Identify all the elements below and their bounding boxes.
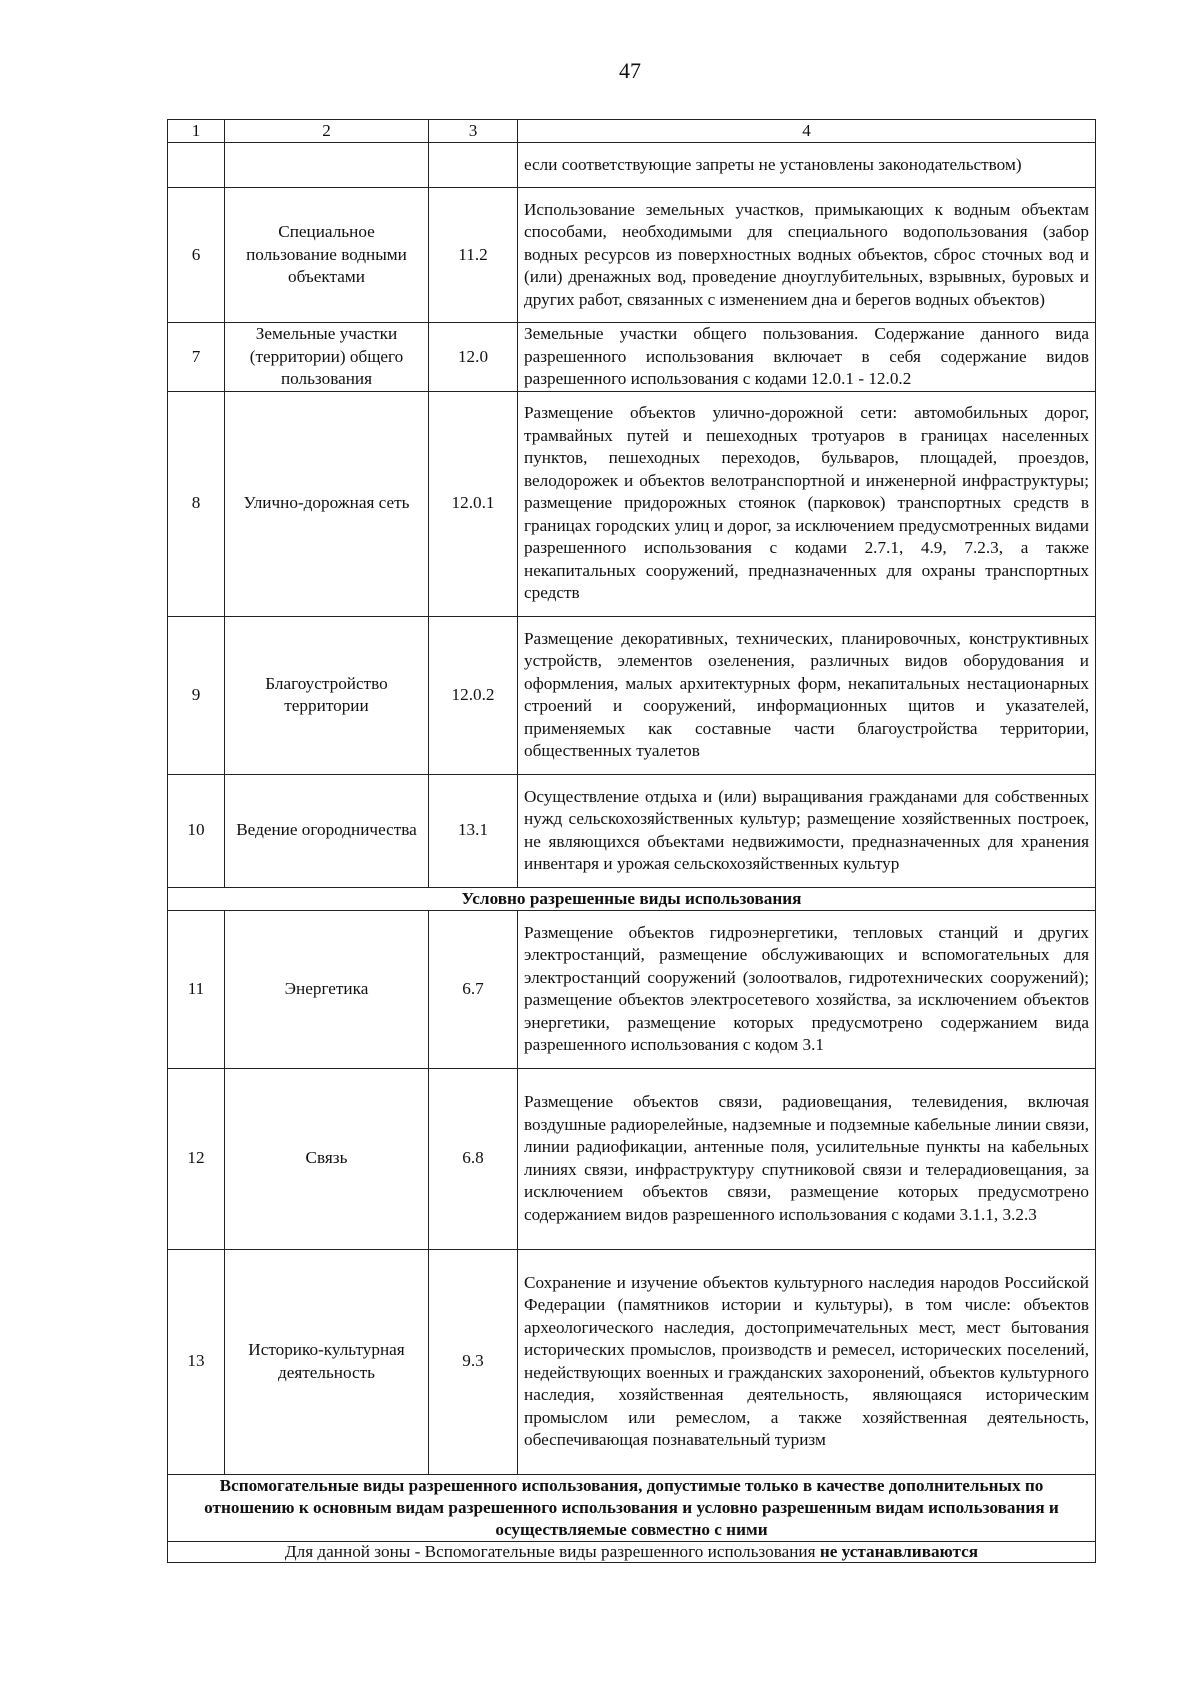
cell-desc: Размещение объектов улично-дорожной сети: автомобильных дорог, трамвайных путей и пешеходных тротуаров в границах населенных пунктов, пешеходных переходов, бульваров, площадей, проездов, велодорожек и объектов велотранспортной и инженерной инфраструктуры; размещение придорожных стоянок (парковок) транспортных средств в границах городских улиц и дорог, за исключением предусмотренных видами разрешенного использования с кодами 2.7.1, 4.9, 7.2.3, а также некапитальных сооружений, предназначенных для охраны транспортных средств xyxy=(518,391,1096,616)
table-row-11 xyxy=(168,910,1096,1068)
section-auxiliary-title: Вспомогательные виды разрешенного использования, допустимые только в качестве дополнительных по отношению к основным видам разрешенного использования и условно разрешенным видам использования и осуществляемые совместно с ними xyxy=(168,1474,1096,1541)
footer-note-bold: не устанавливаются xyxy=(819,1541,979,1561)
cell-code: 11.2 xyxy=(429,188,518,323)
cell-name: Благоустройство территории xyxy=(225,616,429,774)
footer-note-text: Для данной зоны - Вспомогательные виды разрешенного использования xyxy=(284,1541,820,1561)
cell-code: 12.0 xyxy=(429,323,518,392)
cell-code-empty xyxy=(429,143,518,188)
cell-desc: Размещение объектов связи, радиовещания, телевидения, включая воздушные радиорелейные, надземные и подземные кабельные линии связи, линии радиофикации, антенные поля, усилительные пункты на кабельных линиях связи, инфраструктуру спутниковой связи и телерадиовещания, за исключением объектов связи, размещение которых предусмотрено содержанием видов разрешенного использования с кодами 3.1.1, 3.2.3 xyxy=(518,1068,1096,1249)
column-header-3: 3 xyxy=(429,120,518,143)
cell-desc-continuation: если соответствующие запреты не установлены законодательством) xyxy=(518,143,1096,188)
cell-code: 12.0.1 xyxy=(429,391,518,616)
section-conditional-title: Условно разрешенные виды использования xyxy=(168,887,1096,910)
cell-num: 12 xyxy=(168,1068,225,1249)
cell-name: Улично-дорожная сеть xyxy=(225,391,429,616)
cell-name: Ведение огородничества xyxy=(225,774,429,887)
column-header-4: 4 xyxy=(518,120,1096,143)
cell-desc: Размещение объектов гидроэнергетики, тепловых станций и других электростанций, размещение обслуживающих и вспомогательных для электростанций сооружений (золоотвалов, гидротехнических сооружений); размещение объектов электросетевого хозяйства, за исключением объектов энергетики, размещение которых предусмотрено содержанием вида разрешенного использования с кодом 3.1 xyxy=(518,910,1096,1068)
cell-desc: Земельные участки общего пользования. Содержание данного вида разрешенного использования включает в себя содержание видов разрешенного использования с кодами 12.0.1 - 12.0.2 xyxy=(518,323,1096,392)
cell-num: 7 xyxy=(168,323,225,392)
cell-desc: Сохранение и изучение объектов культурного наследия народов Российской Федерации (памятников истории и культуры), в том числе: объектов археологического наследия, достопримечательных мест, мест бытования исторических промыслов, производств и ремесел, исторических поселений, недействующих военных и гражданских захоронений, объектов культурного наследия, хозяйственная деятельность, являющаяся историческим промыслом или ремеслом, а также хозяйственная деятельность, обеспечивающая познавательный туризм xyxy=(518,1249,1096,1474)
land-use-table xyxy=(167,119,1096,1563)
cell-desc: Осуществление отдыха и (или) выращивания гражданами для собственных нужд сельскохозяйственных культур; размещение хозяйственных построек, не являющихся объектами недвижимости, предназначенных для хранения инвентаря и урожая сельскохозяйственных культур xyxy=(518,774,1096,887)
cell-code: 12.0.2 xyxy=(429,616,518,774)
table-row-12 xyxy=(168,1068,1096,1249)
cell-num-empty xyxy=(168,143,225,188)
cell-num: 13 xyxy=(168,1249,225,1474)
cell-num: 9 xyxy=(168,616,225,774)
column-header-2: 2 xyxy=(225,120,429,143)
cell-desc: Размещение декоративных, технических, планировочных, конструктивных устройств, элементов озеленения, различных видов оборудования и оформления, малых архитектурных форм, некапитальных нестационарных строений и сооружений, информационных щитов и указателей, применяемых как составные части благоустройства территории, общественных туалетов xyxy=(518,616,1096,774)
page-number: 47 xyxy=(619,58,641,83)
cell-name: Специальное пользование водными объектами xyxy=(225,188,429,323)
cell-desc: Использование земельных участков, примыкающих к водным объектам способами, необходимыми для специального водопользования (забор водных ресурсов из поверхностных водных объектов, сброс сточных вод и (или) дренажных вод, проведение дноуглубительных, взрывных, буровых и других работ, связанных с изменением дна и берегов водных объектов) xyxy=(518,188,1096,323)
cell-code: 13.1 xyxy=(429,774,518,887)
cell-name: Энергетика xyxy=(225,910,429,1068)
cell-name: Связь xyxy=(225,1068,429,1249)
table-row-7 xyxy=(168,323,1096,392)
footer-row xyxy=(168,1541,1096,1562)
cell-code: 6.7 xyxy=(429,910,518,1068)
cell-num: 11 xyxy=(168,910,225,1068)
table-row-continuation xyxy=(168,143,1096,188)
section-auxiliary-row xyxy=(168,1474,1096,1541)
table-row-8 xyxy=(168,391,1096,616)
column-header-1: 1 xyxy=(168,120,225,143)
cell-num: 10 xyxy=(168,774,225,887)
table-row-9 xyxy=(168,616,1096,774)
cell-num: 8 xyxy=(168,391,225,616)
cell-code: 6.8 xyxy=(429,1068,518,1249)
table-row-13 xyxy=(168,1249,1096,1474)
table-row-6 xyxy=(168,188,1096,323)
cell-name-empty xyxy=(225,143,429,188)
cell-name: Земельные участки (территории) общего пользования xyxy=(225,323,429,392)
section-conditional-row xyxy=(168,887,1096,910)
footer-note xyxy=(168,1541,1096,1562)
table-header-row xyxy=(168,120,1096,143)
cell-code: 9.3 xyxy=(429,1249,518,1474)
table-row-10 xyxy=(168,774,1096,887)
cell-num: 6 xyxy=(168,188,225,323)
cell-name: Историко-культурная деятельность xyxy=(225,1249,429,1474)
